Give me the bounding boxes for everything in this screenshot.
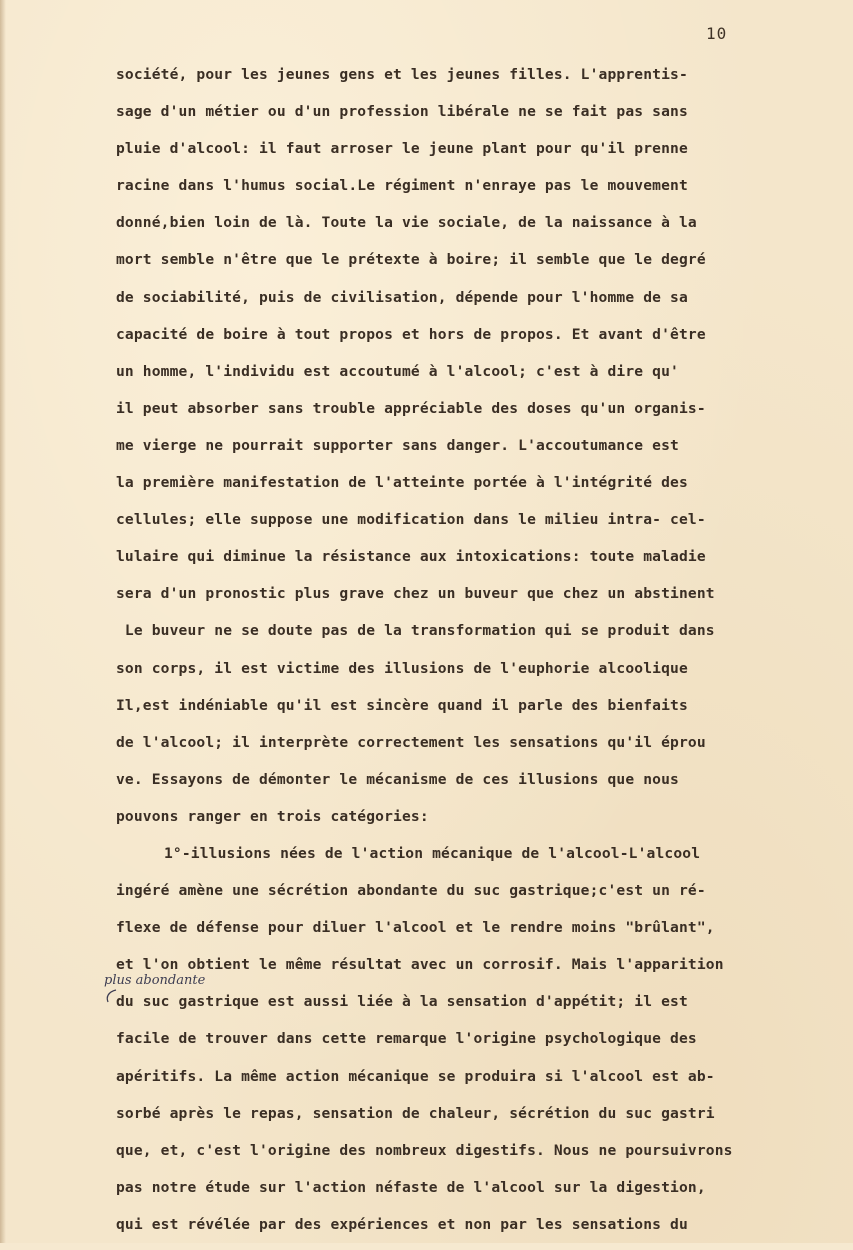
text-line: et l'on obtient le même résultat avec un corrosif. Mais l'apparition xyxy=(116,956,724,974)
text-line: la première manifestation de l'atteinte portée à l'intégrité des xyxy=(116,474,688,492)
text-line: racine dans l'humus social.Le régiment n'enraye pas le mouvement xyxy=(116,177,688,195)
text-line: qui est révélée par des expériences et non par les sensations du xyxy=(116,1215,688,1233)
text-line: Il,est indéniable qu'il est sincère quand il parle des bienfaits xyxy=(116,696,688,714)
typewritten-body xyxy=(116,63,850,1250)
text-line: société, pour les jeunes gens et les jeunes filles. L'apprentis- xyxy=(116,66,688,83)
text-line: mort semble n'être que le prétexte à boire; il semble que le degré xyxy=(116,251,706,269)
text-line: cellules; elle suppose une modification dans le milieu intra- cel- xyxy=(116,511,706,529)
page-edge-shadow xyxy=(0,0,6,1243)
handwritten-annotation: plus abondante xyxy=(104,973,206,988)
text-line: capacité de boire à tout propos et hors de propos. Et avant d'être xyxy=(116,325,706,343)
text-line: de l'alcool; il interprète correctement les sensations qu'il éprou xyxy=(116,733,706,751)
text-line: pouvons ranger en trois catégories: xyxy=(116,807,429,825)
insertion-mark-icon xyxy=(104,988,118,1004)
text-line: son corps, il est victime des illusions de l'euphorie alcoolique xyxy=(116,659,688,677)
text-line: pas notre étude sur l'action néfaste de l'alcool sur la digestion, xyxy=(116,1178,706,1196)
text-line: 1°-illusions nées de l'action mécanique de l'alcool-L'alcool xyxy=(164,844,701,862)
text-line: un homme, l'individu est accoutumé à l'alcool; c'est à dire qu' xyxy=(116,362,679,380)
text-line: il peut absorber sans trouble appréciable des doses qu'un organis- xyxy=(116,399,706,417)
text-line: facile de trouver dans cette remarque l'origine psychologique des xyxy=(116,1030,697,1048)
text-line: flexe de défense pour diluer l'alcool et le rendre moins "brûlant", xyxy=(116,919,715,937)
text-line: ve. Essayons de démonter le mécanisme de ces illusions que nous xyxy=(116,770,679,788)
text-line: Le buveur ne se doute pas de la transformation qui se produit dans xyxy=(116,622,715,640)
page-number: 10 xyxy=(706,24,728,43)
text-line: sera d'un pronostic plus grave chez un buveur que chez un abstinent xyxy=(116,585,715,603)
text-line: apéritifs. La même action mécanique se produira si l'alcool est ab- xyxy=(116,1067,715,1085)
text-line: que, et, c'est l'origine des nombreux digestifs. Nous ne poursuivrons xyxy=(116,1141,733,1159)
text-line: donné,bien loin de là. Toute la vie sociale, de la naissance à la xyxy=(116,214,697,232)
text-line: lulaire qui diminue la résistance aux intoxications: toute maladie xyxy=(116,548,706,566)
text-line: du suc gastrique est aussi liée à la sensation d'appétit; il est xyxy=(116,993,688,1011)
text-line: sage d'un métier ou d'un profession libérale ne se fait pas sans xyxy=(116,103,688,121)
text-line: de sociabilité, puis de civilisation, dépende pour l'homme de sa xyxy=(116,288,688,306)
text-line: pluie d'alcool: il faut arroser le jeune plant pour qu'il prenne xyxy=(116,140,688,158)
text-line: ingéré amène une sécrétion abondante du suc gastrique;c'est un ré- xyxy=(116,882,706,900)
text-line: me vierge ne pourrait supporter sans danger. L'accoutumance est xyxy=(116,436,679,454)
text-line: sorbé après le repas, sensation de chaleur, sécrétion du suc gastri xyxy=(116,1104,715,1122)
